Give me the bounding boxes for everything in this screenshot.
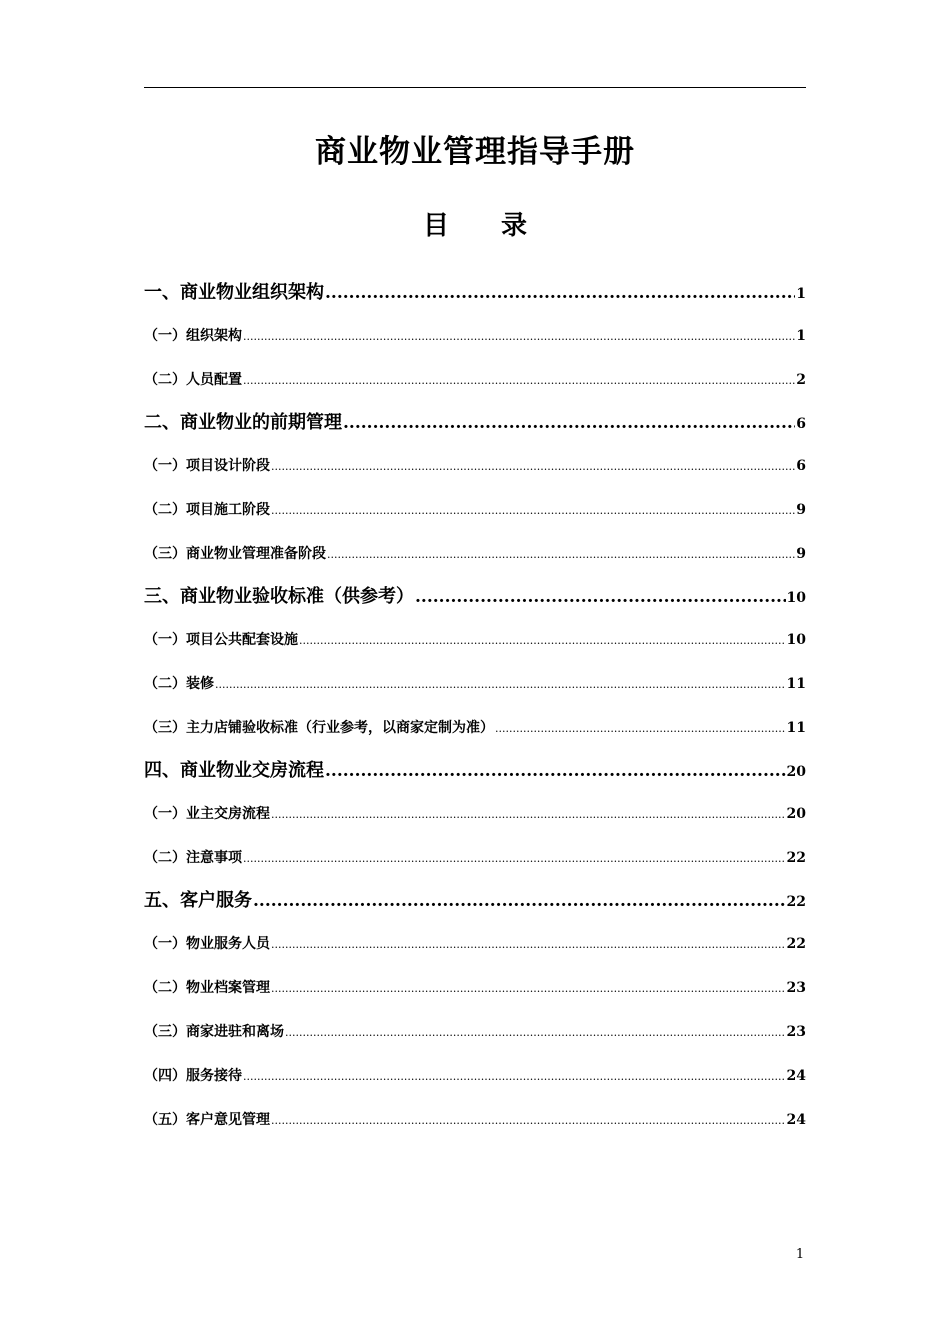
toc-entry-title: （三）主力店铺验收标准（行业参考，以商家定制为准）	[144, 720, 494, 736]
toc-entry-page: 1	[796, 328, 806, 344]
dot-leader	[271, 793, 786, 837]
toc-entry-level2[interactable]	[144, 1098, 806, 1142]
toc-entry-page: 10	[786, 590, 806, 606]
dot-leader	[271, 489, 795, 533]
toc-entry-page: 23	[786, 1024, 806, 1040]
toc-entry-title: （二）项目施工阶段	[144, 502, 270, 518]
toc-entry-title: （一）组织架构	[144, 328, 242, 344]
dot-leader	[271, 923, 786, 967]
toc-section	[144, 750, 806, 880]
toc-entry-page: 9	[796, 502, 806, 518]
toc-entry-page: 23	[786, 980, 806, 996]
toc-entry-title: （二）物业档案管理	[144, 980, 270, 996]
dot-leader	[299, 619, 786, 663]
toc-entry-title: （五）客户意见管理	[144, 1112, 270, 1128]
toc-entry-page: 6	[796, 458, 806, 474]
toc-entry-title: 一、商业物业组织架构	[144, 282, 324, 303]
toc-entry-page: 10	[786, 632, 806, 648]
toc-entry-level2[interactable]	[144, 488, 806, 532]
dot-leader	[495, 707, 786, 751]
toc-entry-page: 24	[786, 1068, 806, 1084]
toc-entry-level1[interactable]	[144, 272, 806, 314]
dot-leader	[253, 880, 786, 922]
toc-entry-title: （一）项目设计阶段	[144, 458, 270, 474]
toc-entry-page: 9	[796, 546, 806, 562]
dot-leader	[325, 272, 795, 314]
toc-entry-level1[interactable]	[144, 880, 806, 922]
toc-section	[144, 402, 806, 576]
page-number: 1	[795, 1247, 805, 1262]
toc-entry-level1[interactable]	[144, 402, 806, 444]
dot-leader	[271, 967, 786, 1011]
dot-leader	[285, 1011, 786, 1055]
toc-entry-level1[interactable]	[144, 576, 806, 618]
toc-entry-level2[interactable]	[144, 532, 806, 576]
dot-leader	[415, 576, 786, 618]
toc-entry-level2[interactable]	[144, 618, 806, 662]
toc-entry-level1[interactable]	[144, 750, 806, 792]
toc-entry-title: 四、商业物业交房流程	[144, 760, 324, 781]
toc-entry-title: （二）装修	[144, 676, 214, 692]
toc-entry-title: （一）项目公共配套设施	[144, 632, 298, 648]
toc-entry-title: （一）物业服务人员	[144, 936, 270, 952]
toc-entry-page: 22	[786, 936, 806, 952]
toc-heading	[0, 206, 950, 246]
toc-heading-char-1: 目	[422, 211, 449, 241]
header-rule	[144, 87, 806, 88]
toc-entry-level2[interactable]	[144, 444, 806, 488]
toc-entry-level2[interactable]	[144, 1010, 806, 1054]
toc-entry-title: 三、商业物业验收标准（供参考）	[144, 586, 414, 607]
toc-entry-title: 五、客户服务	[144, 890, 252, 911]
toc-entry-level2[interactable]	[144, 706, 806, 750]
toc-section	[144, 576, 806, 750]
toc-entry-page: 20	[786, 806, 806, 822]
toc-entry-level2[interactable]	[144, 358, 806, 402]
toc-entry-title: （三）商家进驻和离场	[144, 1024, 284, 1040]
toc-entry-page: 22	[786, 850, 806, 866]
toc-entry-title: 二、商业物业的前期管理	[144, 412, 342, 433]
dot-leader	[243, 1055, 786, 1099]
toc-section	[144, 880, 806, 1142]
toc-entry-title: （二）人员配置	[144, 372, 242, 388]
toc-entry-level2[interactable]	[144, 1054, 806, 1098]
dot-leader	[243, 837, 786, 881]
document-title: 商业物业管理指导手册	[315, 134, 635, 170]
toc-entry-page: 11	[786, 720, 806, 736]
toc-entry-page: 20	[786, 764, 806, 780]
toc-entry-level2[interactable]	[144, 836, 806, 880]
dot-leader	[215, 663, 786, 707]
dot-leader	[271, 445, 795, 489]
toc-entry-page: 11	[786, 676, 806, 692]
toc-entry-level2[interactable]	[144, 922, 806, 966]
toc-entry-page: 22	[786, 894, 806, 910]
toc-entry-page: 1	[796, 286, 806, 302]
toc-entry-page: 2	[796, 372, 806, 388]
toc-entry-level2[interactable]	[144, 314, 806, 358]
dot-leader	[327, 533, 795, 577]
toc-entry-title: （一）业主交房流程	[144, 806, 270, 822]
dot-leader	[243, 359, 795, 403]
toc-entry-level2[interactable]	[144, 792, 806, 836]
dot-leader	[271, 1099, 786, 1143]
toc-entry-title: （二）注意事项	[144, 850, 242, 866]
toc-entry-title: （三）商业物业管理准备阶段	[144, 546, 326, 562]
dot-leader	[325, 750, 786, 792]
toc-entry-level2[interactable]	[144, 662, 806, 706]
dot-leader	[243, 315, 795, 359]
toc-entry-title: （四）服务接待	[144, 1068, 242, 1084]
toc-entry-page: 6	[796, 416, 806, 432]
toc-heading-char-2: 录	[501, 211, 528, 241]
toc-entry-page: 24	[786, 1112, 806, 1128]
dot-leader	[343, 402, 795, 444]
table-of-contents	[144, 272, 806, 1142]
toc-entry-level2[interactable]	[144, 966, 806, 1010]
toc-section	[144, 272, 806, 402]
